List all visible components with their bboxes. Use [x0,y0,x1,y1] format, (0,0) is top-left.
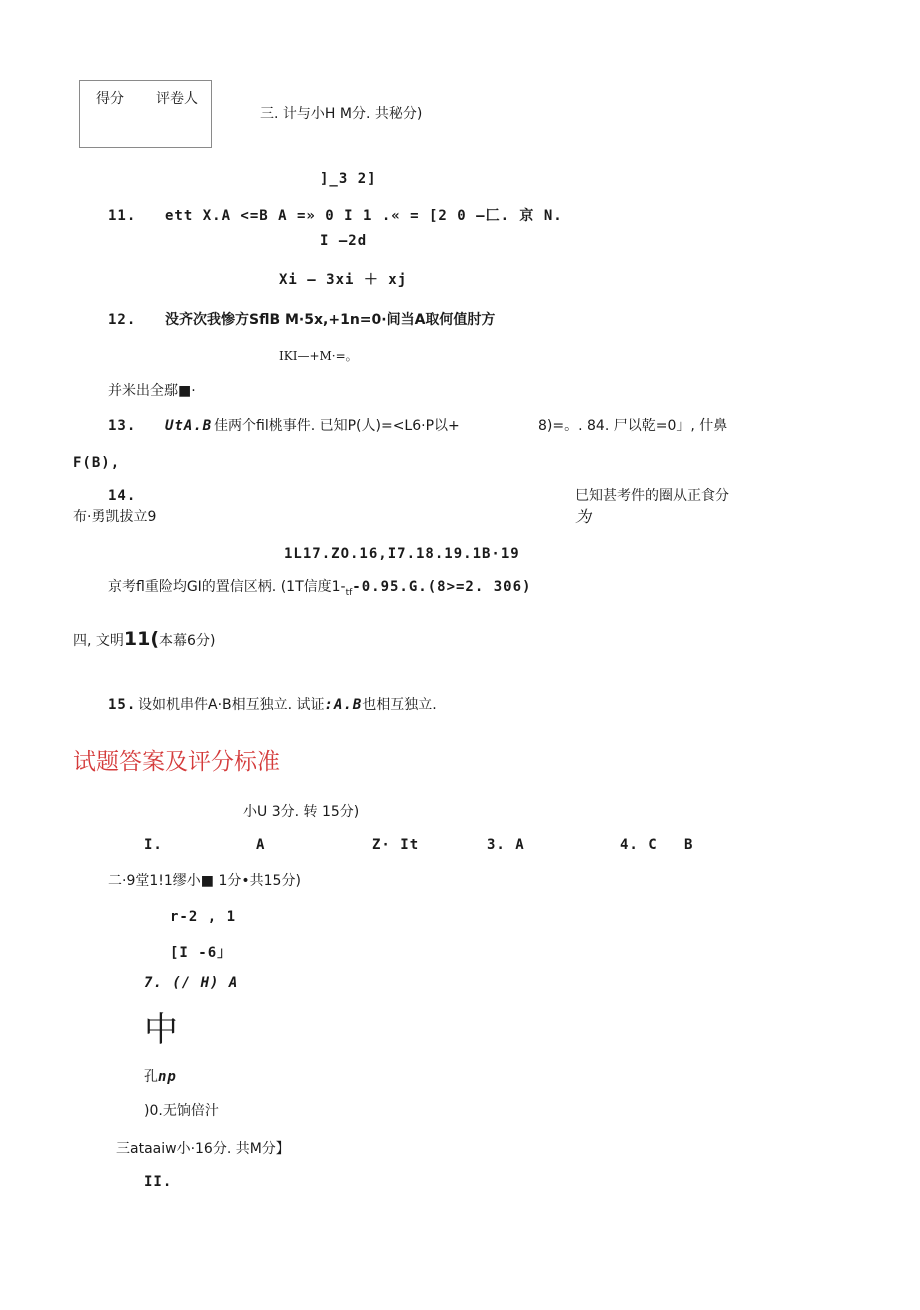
q14-ask [108,578,531,598]
q11-line3: Xi — 3xi ＋ xj [279,272,408,288]
q11-line2: I —2d [320,233,368,249]
q12-text: 没齐次我惨方SflB M·5x,+1n=0·间当A取何值肘方 [165,312,496,328]
answers-part2-line: r-2 , 1 [170,909,237,925]
answers-part3-first: II. [144,1174,173,1190]
answers-np-line [144,1068,177,1086]
answer-item: Z· It [372,837,420,853]
answers-part2-line: [I -6」 [170,945,233,961]
q14-left-line2: 布·勇凯拔立9 [73,509,157,525]
q14-ask-sub: tf [345,588,353,598]
section4-heading-a: 四, 文明 [73,633,124,649]
answers-part3-heading: 三ataaiw小·16分. 共M分】 [116,1141,290,1157]
bracket-line: ]_3 2] [320,171,377,187]
answers-part2-line: 7. (/ H) A [144,975,239,991]
q14-number: 14. [108,488,137,504]
q15-text-a: 设如机串件A·B相互独立. 试证 [138,697,325,713]
q13-line2: F(B), [73,455,121,471]
answer-item: 3. A [487,837,525,853]
q14-right-line2: 为 [575,507,592,526]
q12-number: 12. [108,312,137,328]
q13-text-a: UtA.B [165,418,213,434]
answer-item: 4. C [620,837,658,853]
big-character: 中 [144,1010,178,1050]
grader-label: 评卷人 [156,91,198,107]
q15-number: 15. [108,697,137,713]
q13-number: 13. [108,418,137,434]
q11-text: ett X.A <=B A =» 0 I 1 .« = [2 0 —匚. 京 N. [165,208,563,224]
q14-right-line1: 巳知甚考件的圈从正食分 [575,488,729,504]
q15-text-b: :A.B [324,697,363,713]
q14-data: 1L17.ZO.16,I7.18.19.1B·19 [284,546,520,562]
q12-formula: IKI—+M·=。 [279,349,358,363]
answers-np-a: 孔 [144,1069,158,1085]
q15-text-c: 也相互独立. [362,697,437,713]
answers-np-b: np [158,1069,177,1085]
answer-item: B [684,837,694,853]
q14-ask-b: -0.95.G.(8>=2. 306) [352,579,532,595]
section4-heading-b: 本幕6分) [159,633,216,649]
q13-text-b: 佳两个fil桃事件. 已知P(人)=<L6·P以+ [214,418,460,434]
answers-wu-line: )0.无饷倍汁 [144,1103,219,1119]
answers-part1-heading: 小U 3分. 转 15分) [243,804,360,820]
q15-text [138,696,437,714]
q13-text-c: 8)=。. 84. 尸以乾=0」, 什鼻 [538,418,728,434]
score-label: 得分 [96,91,124,107]
section3-heading: 三. 计与小H M分. 共秘分) [260,106,423,122]
answer-item: A [256,837,266,853]
answer-item: I. [144,837,163,853]
q14-ask-a: 京考fl重险均GI的置信区柄. (1T信度1- [108,579,346,595]
section4-heading-big: 11( [123,628,160,650]
q11-number: 11. [108,208,137,224]
q12-note: 并米出全鄢■· [108,383,196,399]
answers-title: 试题答案及评分标准 [73,749,280,775]
answers-part2-heading: 二·9堂1!1缪小■ 1分•共15分) [108,873,301,889]
section4-heading [73,630,215,650]
